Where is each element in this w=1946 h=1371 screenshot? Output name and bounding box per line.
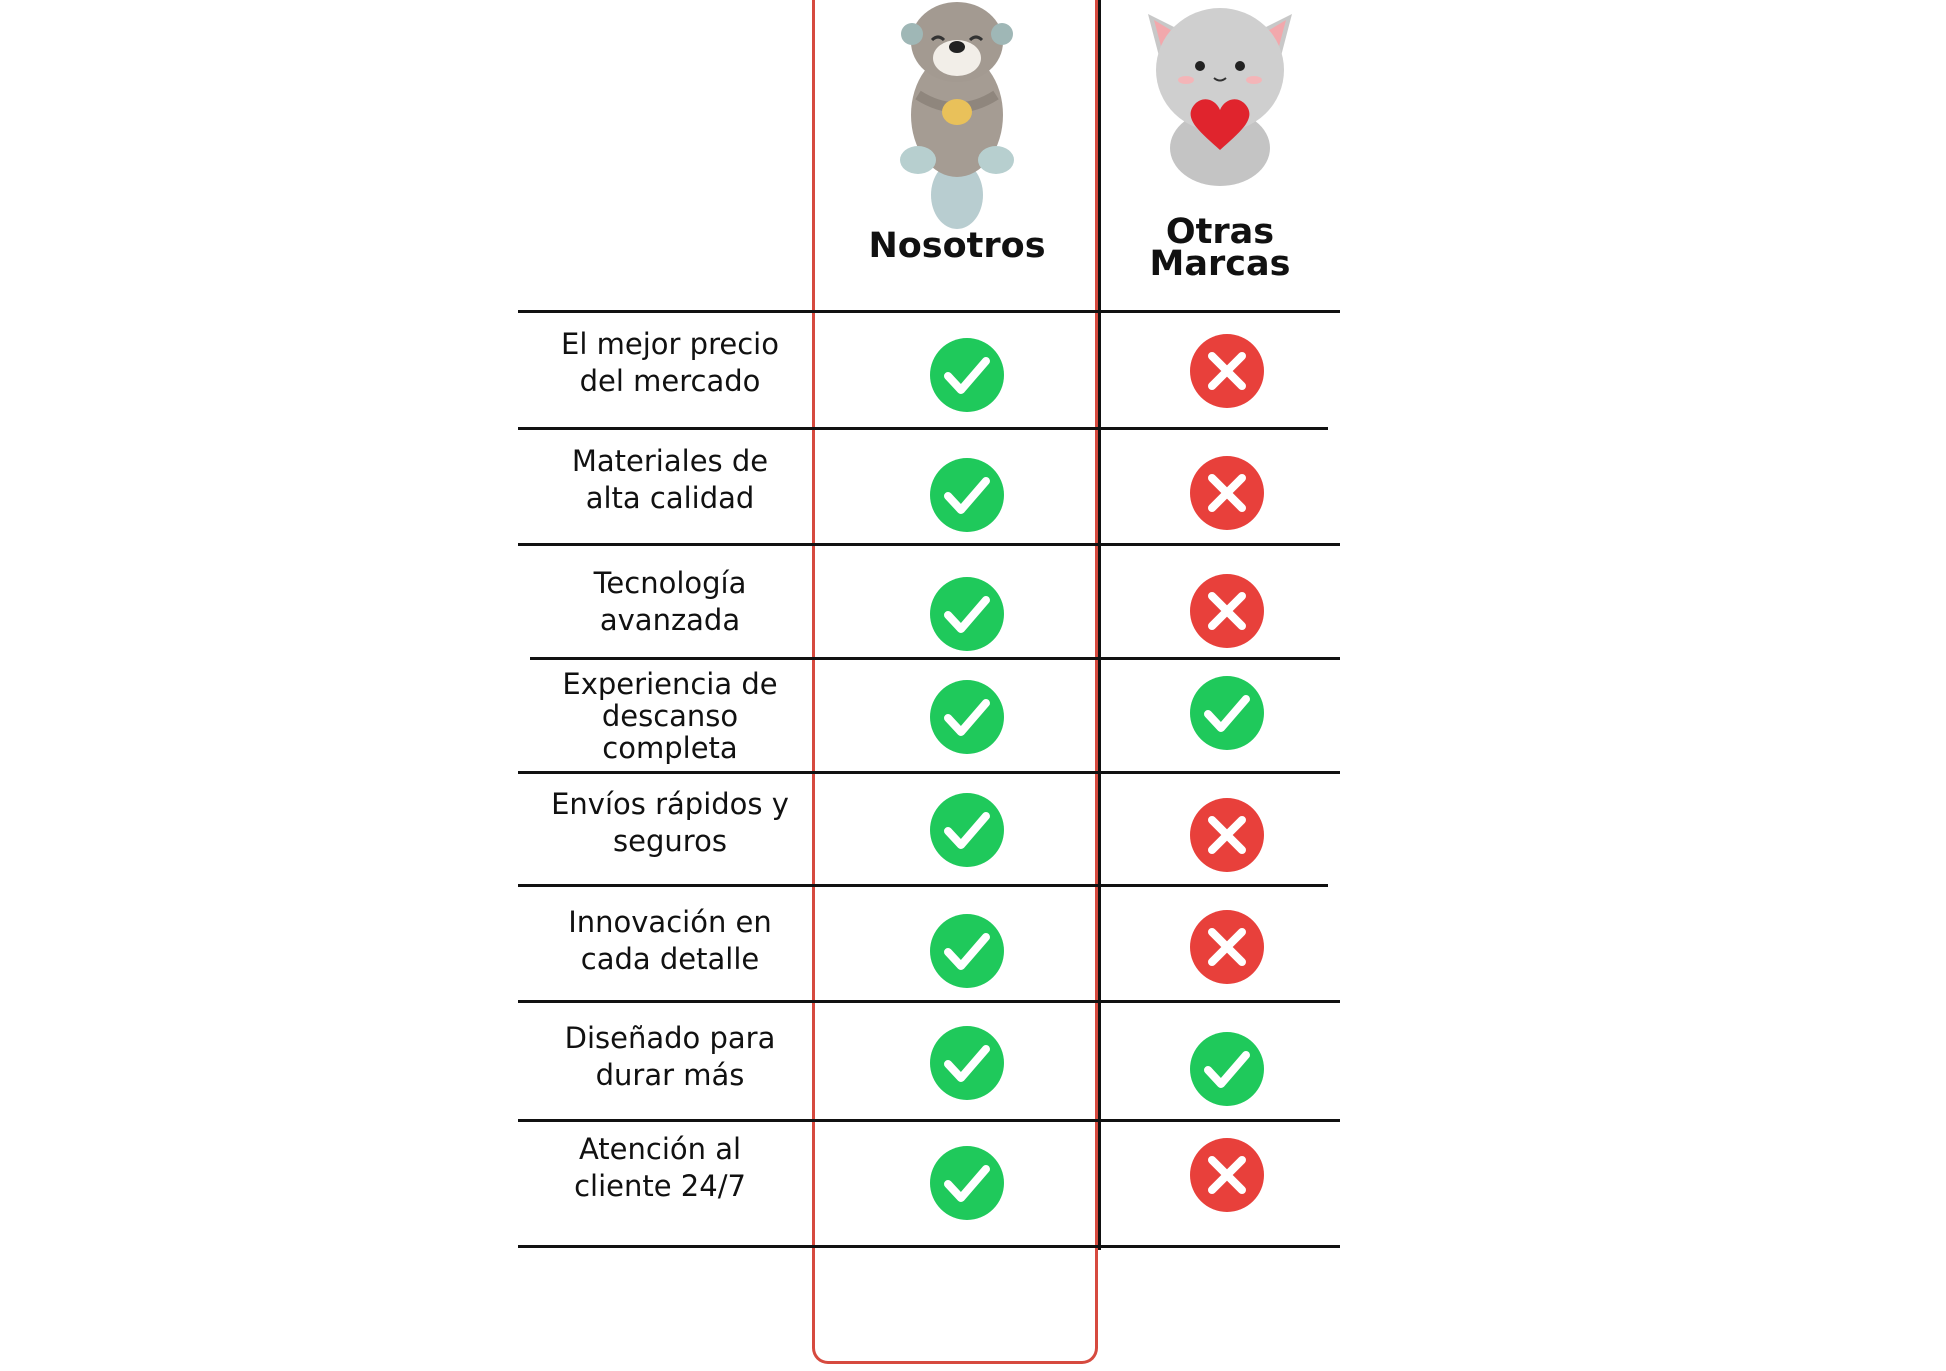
row-divider — [530, 657, 1340, 660]
check-circle-icon — [928, 575, 1006, 653]
cat-plush-icon — [1140, 0, 1300, 190]
table-bottom-border — [518, 1245, 1340, 1248]
row-label: Tecnología avanzada — [593, 566, 747, 637]
check-circle-icon — [928, 1024, 1006, 1102]
row-label: Atención al cliente 24/7 — [574, 1132, 746, 1203]
row-label: Diseñado para durar más — [564, 1021, 776, 1092]
row-divider — [518, 1000, 1340, 1003]
check-circle-icon — [928, 336, 1006, 414]
row-label: Materiales de alta calidad — [571, 444, 769, 515]
row-label: Envíos rápidos y seguros — [551, 787, 789, 858]
check-circle-icon — [928, 1144, 1006, 1222]
row-divider — [518, 310, 1340, 313]
row-label: Innovación en cada detalle — [568, 905, 772, 976]
cross-circle-icon — [1188, 908, 1266, 986]
column-header-otras-marcas: Otras Marcas — [1149, 212, 1291, 284]
check-circle-icon — [928, 678, 1006, 756]
cross-circle-icon — [1188, 332, 1266, 410]
row-divider — [518, 543, 1340, 546]
check-circle-icon — [928, 456, 1006, 534]
row-divider — [518, 1119, 1340, 1122]
otter-plush-icon — [890, 0, 1025, 235]
row-divider — [518, 884, 1328, 887]
row-divider — [518, 771, 1340, 774]
cross-circle-icon — [1188, 454, 1266, 532]
cross-circle-icon — [1188, 796, 1266, 874]
check-circle-icon — [1188, 674, 1266, 752]
row-divider — [518, 427, 1328, 430]
cross-circle-icon — [1188, 1136, 1266, 1214]
column-divider — [1098, 0, 1101, 1250]
row-label: El mejor precio del mercado — [561, 327, 779, 398]
row-label: Experiencia de descanso completa — [562, 667, 778, 765]
check-circle-icon — [928, 791, 1006, 869]
column-header-nosotros: Nosotros — [868, 226, 1046, 266]
check-circle-icon — [928, 912, 1006, 990]
cross-circle-icon — [1188, 572, 1266, 650]
check-circle-icon — [1188, 1030, 1266, 1108]
